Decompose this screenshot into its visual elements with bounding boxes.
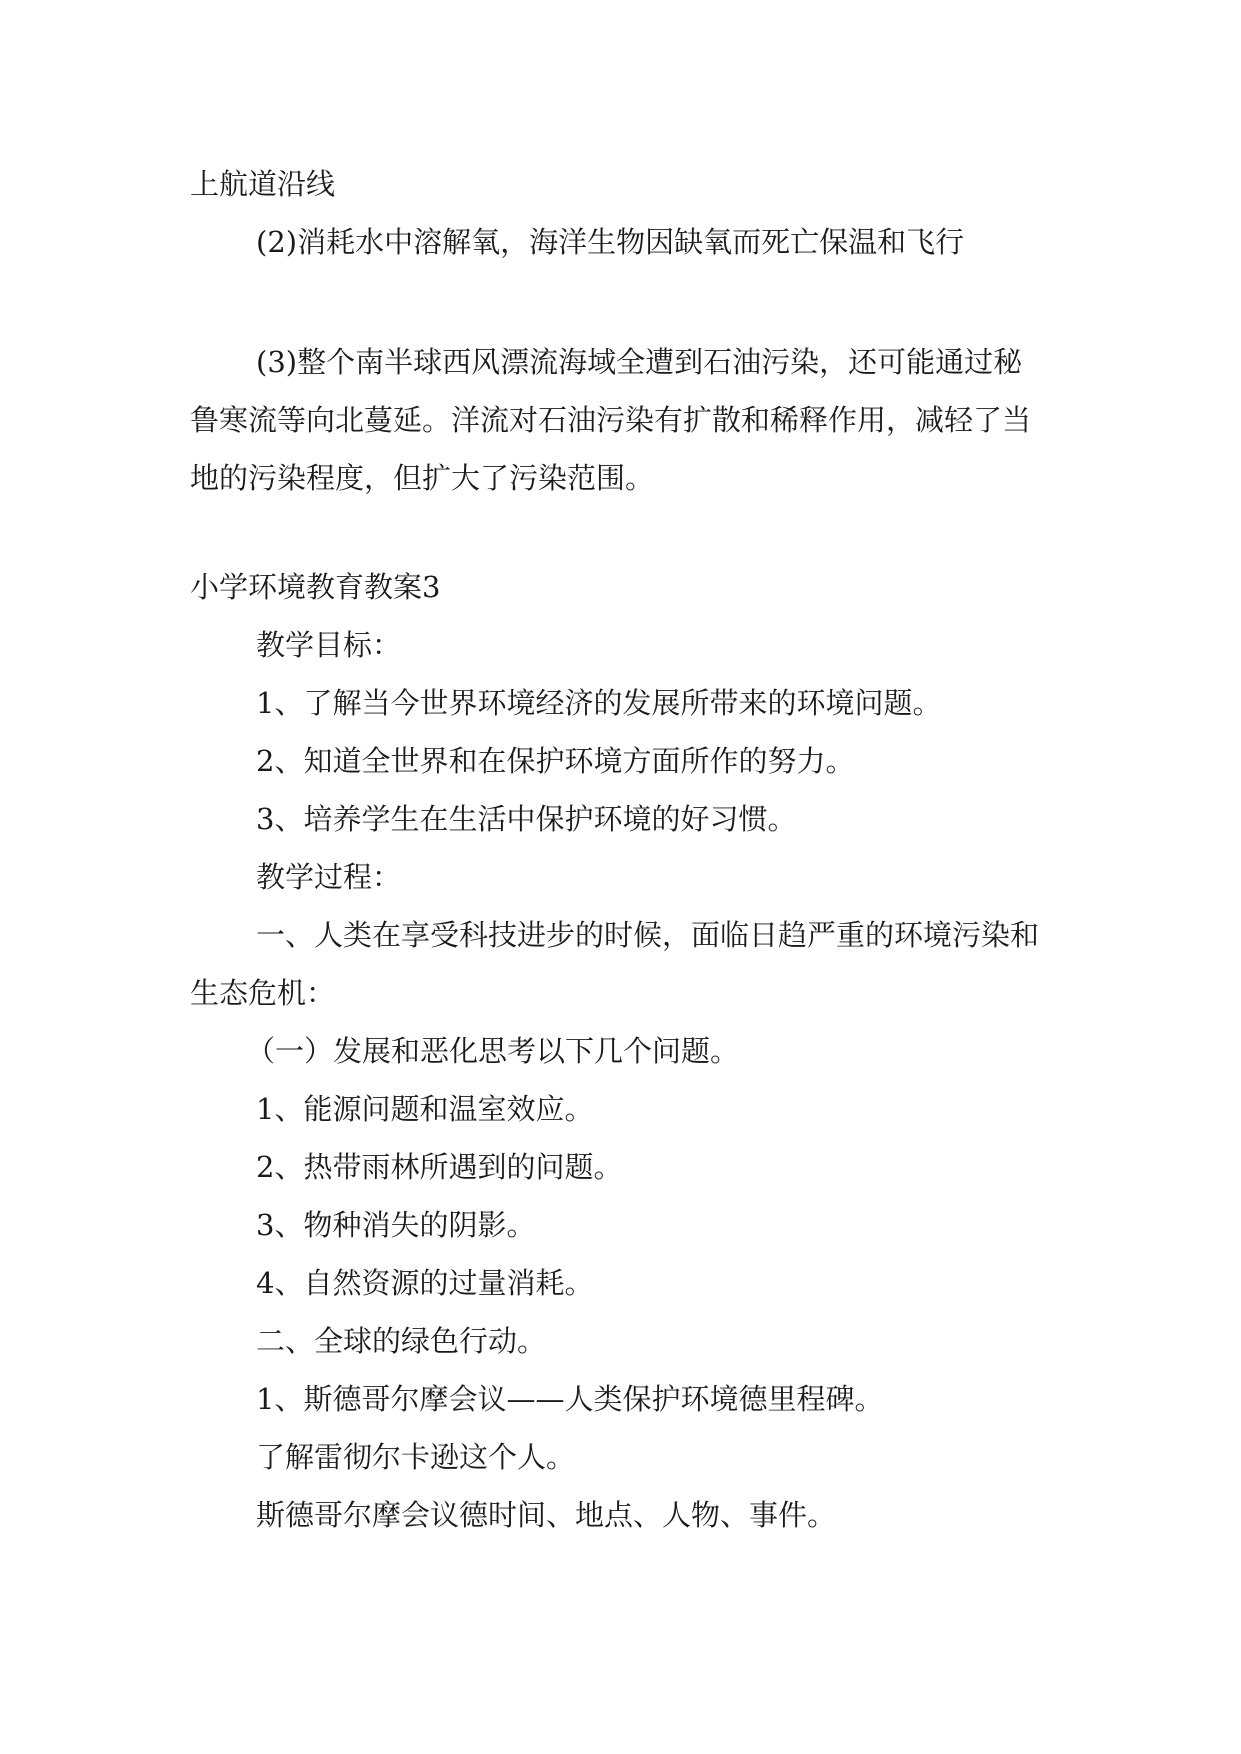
goal-item-2: 2、知道全世界和在保护环境方面所作的努力。 [256,744,855,778]
problem-item-2: 2、热带雨林所遇到的问题。 [256,1150,623,1184]
process-section-1: 一、人类在享受科技进步的时候，面临日趋严重的环境污染和生态危机： [190,918,1040,1010]
paragraph-item-2: (2)消耗水中溶解氧，海洋生物因缺氧而死亡保温和飞行 [256,225,965,259]
action-note-2: 斯德哥尔摩会议德时间、地点、人物、事件。 [256,1498,837,1532]
action-item-1: 1、斯德哥尔摩会议——人类保护环境德里程碑。 [256,1382,884,1416]
goal-item-3: 3、培养学生在生活中保护环境的好习惯。 [256,802,797,836]
action-note-1: 了解雷彻尔卡逊这个人。 [256,1440,576,1474]
problem-item-4: 4、自然资源的过量消耗。 [256,1266,594,1300]
teaching-process-label: 教学过程： [256,860,402,894]
paragraph-continuation: 上航道沿线 [190,167,336,201]
problem-item-3: 3、物种消失的阴影。 [256,1208,536,1242]
goal-item-1: 1、了解当今世界环境经济的发展所带来的环境问题。 [256,686,942,720]
process-subsection-1: （一）发展和恶化思考以下几个问题。 [246,1034,740,1068]
section-heading: 小学环境教育教案3 [190,570,441,604]
problem-item-1: 1、能源问题和温室效应。 [256,1092,594,1126]
process-section-2: 二、全球的绿色行动。 [256,1324,547,1358]
paragraph-item-3: (3)整个南半球西风漂流海域全遭到石油污染，还可能通过秘鲁寒流等向北蔓延。洋流对石油污染有扩散和稀释作用，减轻了当地的污染程度，但扩大了污染范围。 [190,345,1032,495]
teaching-goals-label: 教学目标： [256,628,402,662]
